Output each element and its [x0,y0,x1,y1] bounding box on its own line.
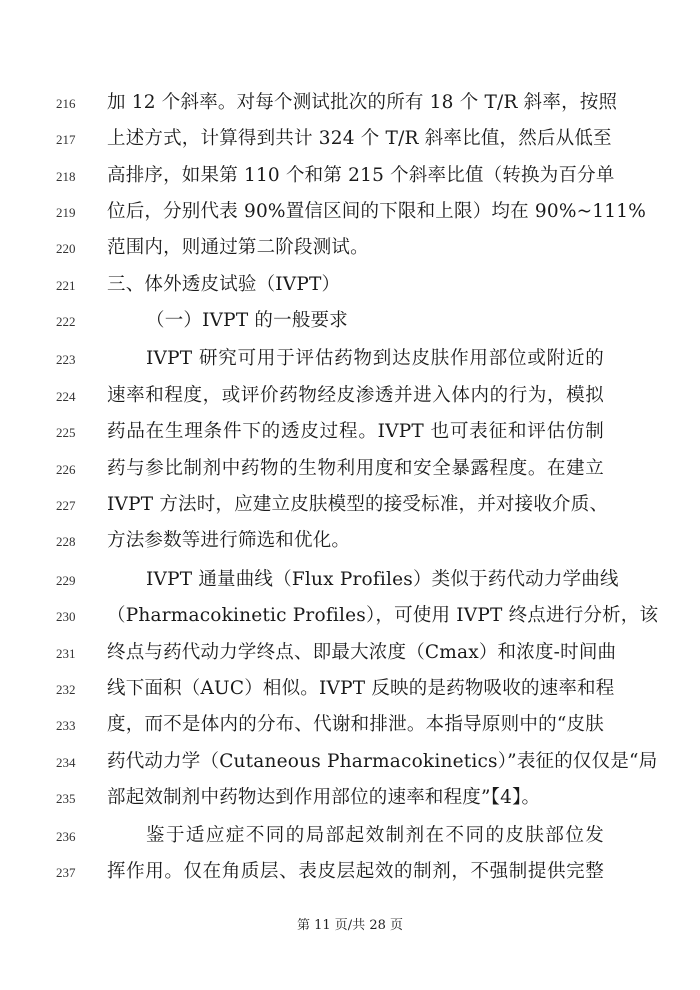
line-text: 部起效制剂中药物达到作用部位的速率和程度”【4】。 [107,787,541,808]
text-line [0,597,700,635]
text-line [0,779,700,817]
line-number: 226 [56,462,76,477]
line-text: 线下面积（AUC）相似。IVPT 反映的是药物吸收的速率和程 [107,678,615,699]
text-line [0,706,700,744]
text-line [0,670,700,708]
line-number: 229 [56,573,76,588]
line-text: 加 12 个斜率。对每个测试批次的所有 18 个 T/R 斜率，按照 [107,92,618,113]
line-number: 227 [56,498,76,513]
line-text: 高排序，如果第 110 个和第 215 个斜率比值（转换为百分单 [107,165,615,186]
line-number: 222 [56,314,76,329]
line-number: 234 [56,755,76,770]
line-number: 223 [56,352,76,367]
text-line [0,193,700,231]
line-text: 鉴于适应症不同的局部起效制剂在不同的皮肤部位发 [146,825,604,846]
text-line [0,853,700,891]
text-line [0,120,700,158]
text-line [0,377,700,415]
text-line [0,84,700,122]
page-footer: 第 11 页/共 28 页 [297,918,403,933]
text-line [0,450,700,488]
line-text: 挥作用。仅在角质层、表皮层起效的制剂，不强制提供完整 [107,861,604,882]
line-number: 224 [56,389,76,404]
line-number: 236 [56,829,76,844]
line-text: IVPT 研究可用于评估药物到达皮肤作用部位或附近的 [146,348,604,369]
line-text: 药与参比制剂中药物的生物利用度和安全暴露程度。在建立 [107,458,604,479]
text-line [0,229,700,267]
line-text: 药品在生理条件下的透皮过程。IVPT 也可表征和评估仿制 [107,421,604,442]
line-number: 237 [56,865,76,880]
subsection-heading [0,302,700,340]
line-number: 232 [56,682,76,697]
line-number: 216 [56,96,76,111]
line-text: IVPT 方法时，应建立皮肤模型的接受标准，并对接收介质、 [107,494,609,515]
line-text: 上述方式，计算得到共计 324 个 T/R 斜率比值，然后从低至 [107,128,612,149]
line-number: 221 [56,278,76,293]
line-number: 218 [56,169,76,184]
text-line [0,340,700,378]
text-line [0,743,700,781]
line-text: 方法参数等进行筛选和优化。 [107,530,351,551]
line-text: （Pharmacokinetic Profiles），可使用 IVPT 终点进行分析，该 [107,605,659,626]
text-line [0,817,700,855]
text-line [0,486,700,524]
text-line [0,561,700,599]
line-number: 225 [56,425,76,440]
section-heading [0,266,700,304]
text-line [0,522,700,560]
line-number: 235 [56,791,76,806]
line-number: 219 [56,205,76,220]
line-number: 217 [56,132,76,147]
subsection-title: （一）IVPT 的一般要求 [146,310,348,331]
text-line [0,634,700,672]
line-number: 220 [56,241,76,256]
line-text: 位后，分别代表 90%置信区间的下限和上限）均在 90%~111% [107,201,646,222]
line-number: 228 [56,534,76,549]
text-line [0,413,700,451]
line-text: 终点与药代动力学终点、即最大浓度（Cmax）和浓度-时间曲 [107,642,617,663]
line-number: 231 [56,646,76,661]
text-line [0,157,700,195]
line-text: 药代动力学（Cutaneous Pharmacokinetics）”表征的仅仅是“局 [107,751,658,772]
line-number: 230 [56,609,76,624]
line-number: 233 [56,718,76,733]
line-text: IVPT 通量曲线（Flux Profiles）类似于药代动力学曲线 [146,569,619,590]
line-text: 范围内，则通过第二阶段测试。 [107,237,369,258]
section-title: 三、体外透皮试验（IVPT） [107,274,341,295]
line-text: 度，而不是体内的分布、代谢和排泄。本指导原则中的“皮肤 [107,714,604,735]
line-text: 速率和程度，或评价药物经皮渗透并进入体内的行为，模拟 [107,385,604,406]
